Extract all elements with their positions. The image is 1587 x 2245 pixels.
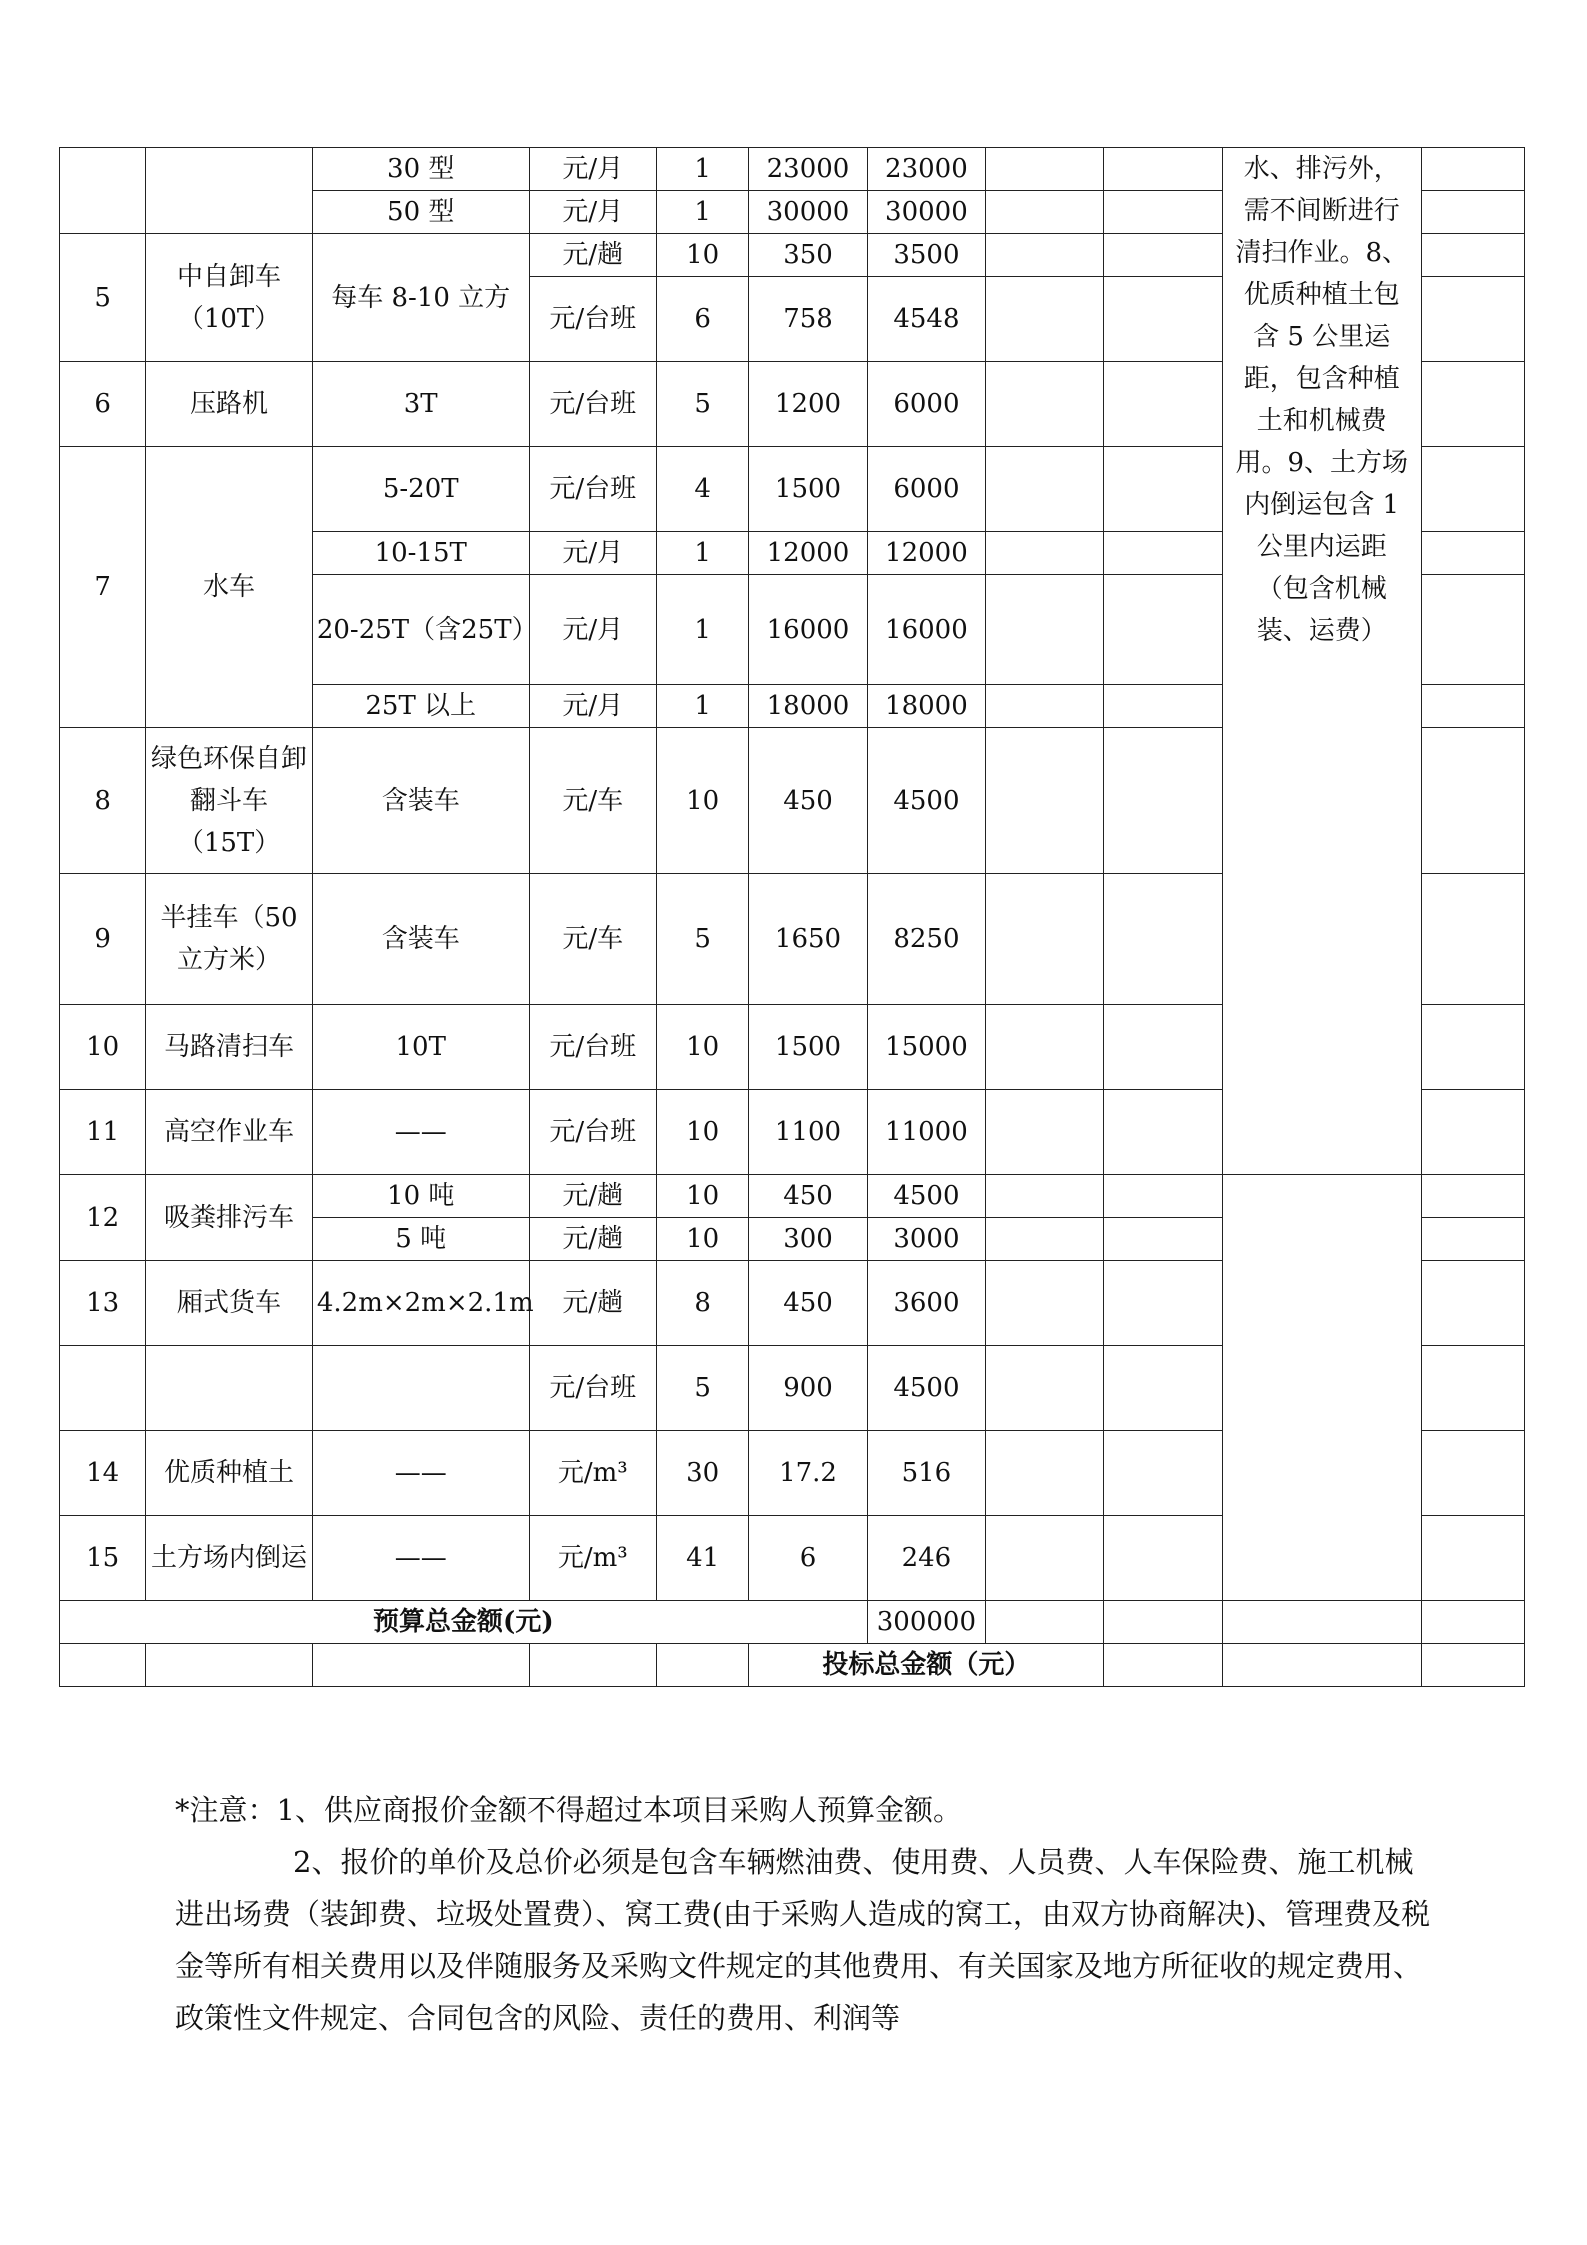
remark-cell bbox=[1222, 1175, 1421, 1601]
qty-cell: 30 bbox=[657, 1431, 749, 1516]
bid-cell bbox=[986, 234, 1104, 277]
bid-cell bbox=[986, 1431, 1104, 1516]
qty-cell: 1 bbox=[657, 148, 749, 191]
bid-cell bbox=[986, 874, 1104, 1005]
unit-cell: 元/月 bbox=[529, 575, 656, 685]
total-cell: 4500 bbox=[867, 1175, 985, 1218]
qty-cell: 1 bbox=[657, 532, 749, 575]
bid-cell bbox=[1104, 1601, 1222, 1644]
unit-price-cell: 23000 bbox=[749, 148, 867, 191]
total-cell: 3500 bbox=[867, 234, 985, 277]
bid-cell bbox=[1104, 1218, 1222, 1261]
budget-total-label: 预算总金额(元) bbox=[60, 1601, 868, 1644]
bid-cell bbox=[986, 728, 1104, 874]
unit-price-cell: 6 bbox=[749, 1516, 867, 1601]
unit-cell: 元/台班 bbox=[529, 277, 656, 362]
unit-cell: 元/车 bbox=[529, 874, 656, 1005]
bid-cell bbox=[1104, 191, 1222, 234]
item-name-cell: 土方场内倒运 bbox=[146, 1516, 313, 1601]
item-name-cell: 厢式货车 bbox=[146, 1261, 313, 1346]
unit-price-cell: 1500 bbox=[749, 1005, 867, 1090]
spec-cell: —— bbox=[312, 1516, 529, 1601]
bid-cell bbox=[986, 1346, 1104, 1431]
spec-cell: 含装车 bbox=[312, 874, 529, 1005]
spec-cell: 30 型 bbox=[312, 148, 529, 191]
notes-section bbox=[175, 1784, 1433, 2044]
total-cell: 12000 bbox=[867, 532, 985, 575]
unit-price-cell: 1200 bbox=[749, 362, 867, 447]
bid-cell bbox=[986, 1601, 1104, 1644]
spec-cell: 5 吨 bbox=[312, 1218, 529, 1261]
extra-cell bbox=[1421, 447, 1524, 532]
item-name-cell: 中自卸车（10T） bbox=[146, 234, 313, 362]
bid-cell bbox=[986, 1005, 1104, 1090]
qty-cell: 5 bbox=[657, 874, 749, 1005]
extra-cell bbox=[1421, 575, 1524, 685]
unit-price-cell: 900 bbox=[749, 1346, 867, 1431]
unit-price-cell: 1100 bbox=[749, 1090, 867, 1175]
bid-cell bbox=[986, 532, 1104, 575]
unit-price-cell: 16000 bbox=[749, 575, 867, 685]
qty-cell: 10 bbox=[657, 1005, 749, 1090]
total-cell: 8250 bbox=[867, 874, 985, 1005]
total-cell: 3000 bbox=[867, 1218, 985, 1261]
qty-cell: 10 bbox=[657, 1175, 749, 1218]
item-no-cell: 10 bbox=[60, 1005, 146, 1090]
extra-cell bbox=[1421, 1261, 1524, 1346]
item-no-cell: 7 bbox=[60, 447, 146, 728]
extra-cell bbox=[1421, 1175, 1524, 1218]
total-cell: 15000 bbox=[867, 1005, 985, 1090]
qty-cell: 8 bbox=[657, 1261, 749, 1346]
total-cell: 6000 bbox=[867, 447, 985, 532]
spec-cell: 3T bbox=[312, 362, 529, 447]
bid-cell bbox=[1104, 1516, 1222, 1601]
extra-cell bbox=[1421, 277, 1524, 362]
item-name-cell: 半挂车（50 立方米） bbox=[146, 874, 313, 1005]
spec-cell: 10T bbox=[312, 1005, 529, 1090]
extra-cell bbox=[1421, 1346, 1524, 1431]
unit-cell: 元/台班 bbox=[529, 1005, 656, 1090]
item-name-cell: 马路清扫车 bbox=[146, 1005, 313, 1090]
item-name-cell bbox=[146, 1346, 313, 1431]
item-name-cell: 吸粪排污车 bbox=[146, 1175, 313, 1261]
unit-cell: 元/月 bbox=[529, 532, 656, 575]
item-no-cell: 14 bbox=[60, 1431, 146, 1516]
bid-cell bbox=[1104, 728, 1222, 874]
item-no-cell: 12 bbox=[60, 1175, 146, 1261]
total-cell: 4500 bbox=[867, 1346, 985, 1431]
qty-cell: 10 bbox=[657, 1090, 749, 1175]
unit-price-cell: 350 bbox=[749, 234, 867, 277]
unit-cell: 元/趟 bbox=[529, 1218, 656, 1261]
empty-cell bbox=[146, 1644, 313, 1687]
unit-cell: 元/m³ bbox=[529, 1431, 656, 1516]
empty-cell bbox=[60, 1644, 146, 1687]
bid-cell bbox=[986, 447, 1104, 532]
extra-cell bbox=[1421, 728, 1524, 874]
extra-cell bbox=[1421, 148, 1524, 191]
bid-cell bbox=[986, 1516, 1104, 1601]
extra-cell bbox=[1421, 1218, 1524, 1261]
bid-cell bbox=[1104, 1005, 1222, 1090]
unit-cell: 元/m³ bbox=[529, 1516, 656, 1601]
bid-cell bbox=[986, 1090, 1104, 1175]
extra-cell bbox=[1421, 1431, 1524, 1516]
total-cell: 18000 bbox=[867, 685, 985, 728]
unit-cell: 元/台班 bbox=[529, 1090, 656, 1175]
bid-total-label: 投标总金额（元） bbox=[749, 1644, 1104, 1687]
spec-cell bbox=[312, 1346, 529, 1431]
unit-price-cell: 18000 bbox=[749, 685, 867, 728]
empty-cell bbox=[312, 1644, 529, 1687]
item-name-cell: 绿色环保自卸翻斗车（15T） bbox=[146, 728, 313, 874]
unit-price-cell: 12000 bbox=[749, 532, 867, 575]
bid-cell bbox=[986, 575, 1104, 685]
bid-cell bbox=[986, 362, 1104, 447]
unit-cell: 元/月 bbox=[529, 148, 656, 191]
bid-cell bbox=[986, 277, 1104, 362]
item-name-cell bbox=[146, 148, 313, 234]
total-cell: 30000 bbox=[867, 191, 985, 234]
item-no-cell: 15 bbox=[60, 1516, 146, 1601]
budget-total-value: 300000 bbox=[867, 1601, 985, 1644]
empty-cell bbox=[529, 1644, 656, 1687]
qty-cell: 41 bbox=[657, 1516, 749, 1601]
item-name-cell: 优质种植土 bbox=[146, 1431, 313, 1516]
spec-cell: 4.2m×2m×2.1m bbox=[312, 1261, 529, 1346]
spec-cell: 每车 8-10 立方 bbox=[312, 234, 529, 362]
spec-cell: 10-15T bbox=[312, 532, 529, 575]
qty-cell: 6 bbox=[657, 277, 749, 362]
total-cell: 3600 bbox=[867, 1261, 985, 1346]
spec-cell: 50 型 bbox=[312, 191, 529, 234]
note-line-1: *注意：1、供应商报价金额不得超过本项目采购人预算金额。 bbox=[175, 1793, 962, 1827]
bid-cell bbox=[1104, 1261, 1222, 1346]
unit-cell: 元/台班 bbox=[529, 1346, 656, 1431]
total-cell: 11000 bbox=[867, 1090, 985, 1175]
bid-cell bbox=[986, 191, 1104, 234]
unit-price-cell: 1650 bbox=[749, 874, 867, 1005]
item-no-cell: 13 bbox=[60, 1261, 146, 1346]
spec-cell: 10 吨 bbox=[312, 1175, 529, 1218]
total-cell: 16000 bbox=[867, 575, 985, 685]
bid-cell bbox=[1104, 447, 1222, 532]
bid-cell bbox=[1104, 1090, 1222, 1175]
qty-cell: 5 bbox=[657, 362, 749, 447]
item-no-cell bbox=[60, 148, 146, 234]
extra-cell bbox=[1421, 362, 1524, 447]
item-name-cell: 高空作业车 bbox=[146, 1090, 313, 1175]
extra-cell bbox=[1421, 234, 1524, 277]
remark-cell bbox=[1222, 1644, 1421, 1687]
remark-cell bbox=[1222, 1601, 1421, 1644]
remark-cell: 水、排污外，需不间断进行清扫作业。8、优质种植土包含 5 公里运距，包含种植土和机械费用。9、土方场内倒运包含 1 公里内运距（包含机械装、运费） bbox=[1222, 148, 1421, 1175]
bid-cell bbox=[1104, 1346, 1222, 1431]
bid-cell bbox=[986, 1218, 1104, 1261]
spec-cell: 含装车 bbox=[312, 728, 529, 874]
item-no-cell: 9 bbox=[60, 874, 146, 1005]
bid-cell bbox=[1104, 362, 1222, 447]
bid-row bbox=[60, 1644, 1525, 1687]
item-no-cell: 8 bbox=[60, 728, 146, 874]
empty-cell bbox=[657, 1644, 749, 1687]
total-cell: 4548 bbox=[867, 277, 985, 362]
extra-cell bbox=[1421, 532, 1524, 575]
extra-cell bbox=[1421, 1601, 1524, 1644]
total-cell: 246 bbox=[867, 1516, 985, 1601]
unit-cell: 元/车 bbox=[529, 728, 656, 874]
bid-cell bbox=[986, 685, 1104, 728]
bid-cell bbox=[1104, 1175, 1222, 1218]
unit-price-cell: 1500 bbox=[749, 447, 867, 532]
extra-cell bbox=[1421, 1005, 1524, 1090]
total-cell: 6000 bbox=[867, 362, 985, 447]
unit-cell: 元/趟 bbox=[529, 1261, 656, 1346]
bid-cell bbox=[1104, 148, 1222, 191]
qty-cell: 1 bbox=[657, 191, 749, 234]
qty-cell: 10 bbox=[657, 728, 749, 874]
bid-cell bbox=[986, 1261, 1104, 1346]
unit-price-cell: 450 bbox=[749, 728, 867, 874]
item-no-cell bbox=[60, 1346, 146, 1431]
item-no-cell: 6 bbox=[60, 362, 146, 447]
bid-cell bbox=[1104, 575, 1222, 685]
extra-cell bbox=[1421, 1516, 1524, 1601]
bid-total-value bbox=[1104, 1644, 1222, 1687]
bid-cell bbox=[1104, 1431, 1222, 1516]
note-line-2: 2、报价的单价及总价必须是包含车辆燃油费、使用费、人员费、人车保险费、施工机械进出场费（装卸费、垃圾处置费）、窝工费(由于采购人造成的窝工，由双方协商解决)、管理费及税金等所有相关费用以及伴随服务及采购文件规定的其他费用、有关国家及地方所征收的规定费用、政策性文件规定、合同包含的风险、责任的费用、利润等 bbox=[175, 1845, 1431, 2035]
bid-cell bbox=[1104, 874, 1222, 1005]
unit-price-cell: 450 bbox=[749, 1175, 867, 1218]
total-cell: 4500 bbox=[867, 728, 985, 874]
unit-price-cell: 758 bbox=[749, 277, 867, 362]
price-table bbox=[59, 147, 1525, 1687]
table-row bbox=[60, 148, 1525, 191]
item-name-cell: 水车 bbox=[146, 447, 313, 728]
bid-cell bbox=[1104, 277, 1222, 362]
bid-cell bbox=[1104, 234, 1222, 277]
unit-price-cell: 450 bbox=[749, 1261, 867, 1346]
qty-cell: 10 bbox=[657, 1218, 749, 1261]
bid-cell bbox=[1104, 532, 1222, 575]
unit-cell: 元/趟 bbox=[529, 234, 656, 277]
extra-cell bbox=[1421, 1090, 1524, 1175]
unit-cell: 元/台班 bbox=[529, 447, 656, 532]
qty-cell: 5 bbox=[657, 1346, 749, 1431]
item-name-cell: 压路机 bbox=[146, 362, 313, 447]
qty-cell: 1 bbox=[657, 575, 749, 685]
extra-cell bbox=[1421, 191, 1524, 234]
bid-cell bbox=[986, 1175, 1104, 1218]
qty-cell: 4 bbox=[657, 447, 749, 532]
budget-row bbox=[60, 1601, 1525, 1644]
unit-cell: 元/月 bbox=[529, 191, 656, 234]
unit-price-cell: 17.2 bbox=[749, 1431, 867, 1516]
total-cell: 23000 bbox=[867, 148, 985, 191]
unit-price-cell: 30000 bbox=[749, 191, 867, 234]
extra-cell bbox=[1421, 874, 1524, 1005]
total-cell: 516 bbox=[867, 1431, 985, 1516]
extra-cell bbox=[1421, 685, 1524, 728]
bid-cell bbox=[1104, 685, 1222, 728]
item-no-cell: 11 bbox=[60, 1090, 146, 1175]
spec-cell: 5-20T bbox=[312, 447, 529, 532]
spec-cell: 25T 以上 bbox=[312, 685, 529, 728]
unit-cell: 元/趟 bbox=[529, 1175, 656, 1218]
qty-cell: 1 bbox=[657, 685, 749, 728]
bid-cell bbox=[986, 148, 1104, 191]
spec-cell: —— bbox=[312, 1090, 529, 1175]
unit-cell: 元/月 bbox=[529, 685, 656, 728]
item-no-cell: 5 bbox=[60, 234, 146, 362]
spec-cell: —— bbox=[312, 1431, 529, 1516]
qty-cell: 10 bbox=[657, 234, 749, 277]
unit-price-cell: 300 bbox=[749, 1218, 867, 1261]
extra-cell bbox=[1421, 1644, 1524, 1687]
spec-cell: 20-25T（含25T） bbox=[312, 575, 529, 685]
table-row bbox=[60, 1175, 1525, 1218]
unit-cell: 元/台班 bbox=[529, 362, 656, 447]
